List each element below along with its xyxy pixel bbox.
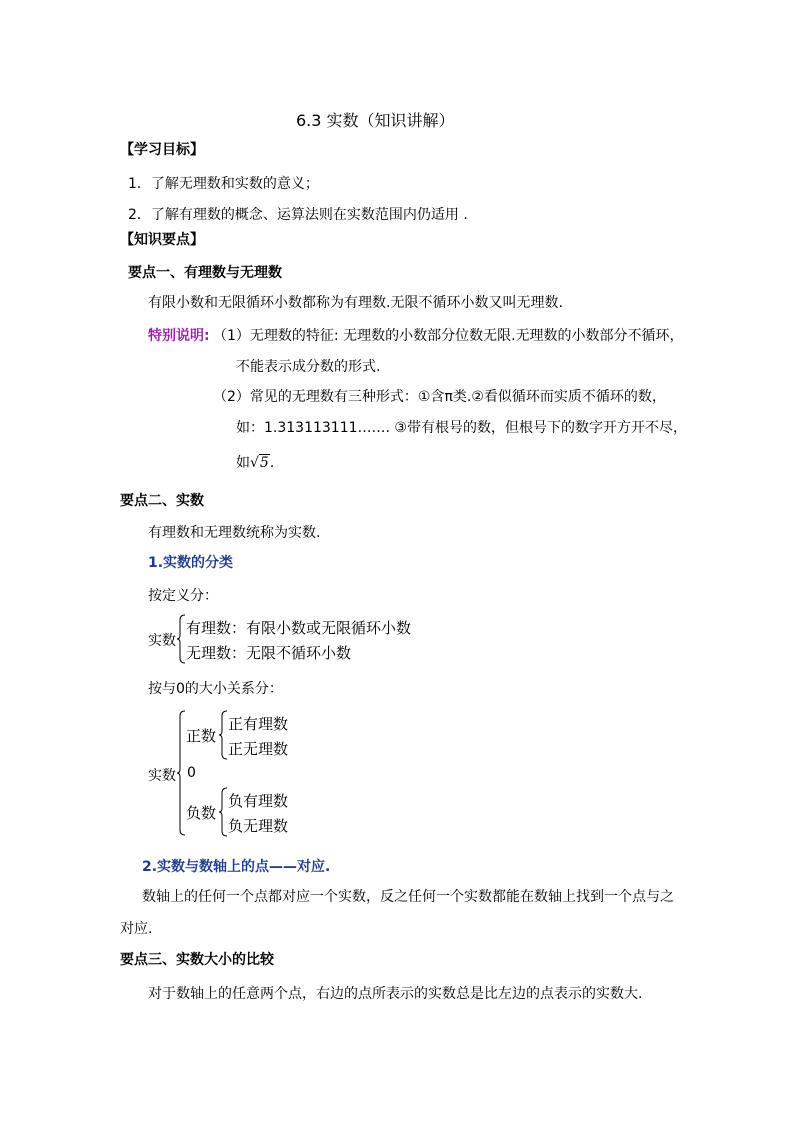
point2-heading: 要点二、实数 [120, 493, 204, 509]
sqrt-expression [250, 454, 270, 471]
point3-text: 对于数轴上的任意两个点，右边的点所表示的实数总是比左边的点表示的实数大. [148, 986, 643, 1002]
by-zero-label: 按与0的大小关系分： [148, 681, 283, 697]
goal-item: 1．了解无理数和实数的意义； [128, 176, 319, 192]
note2-line1: （2）常见的无理数有三种形式：①含π类.②看似循环而实质不循环的数， [213, 389, 666, 405]
negative-item: 负无理数 [228, 817, 289, 835]
note1-line2: 不能表示成分数的形式. [236, 359, 381, 375]
negative-label: 负数 [186, 804, 217, 822]
zero-label: 0 [187, 765, 196, 781]
sub2-heading: 2.实数与数轴上的点——对应. [142, 859, 331, 875]
positive-item: 正有理数 [228, 715, 289, 733]
point1-heading: 要点一、有理数与无理数 [128, 265, 282, 281]
brace-icon [176, 710, 186, 836]
brace-icon [218, 787, 228, 837]
sqrt-radicand: 5 [259, 455, 269, 471]
note-label: 特别说明: [148, 328, 210, 344]
class1-item: 无理数：无限不循环小数 [186, 644, 352, 662]
negative-item: 负有理数 [228, 792, 289, 810]
class2-root: 实数 [148, 768, 176, 784]
radical-icon: √ [250, 455, 259, 471]
point3-heading: 要点三、实数大小的比较 [120, 952, 274, 968]
note2-line2: 如：1.313113111……. ③带有根号的数，但根号下的数字开方开不尽， [236, 420, 687, 436]
note2-line3 [236, 452, 274, 472]
class1-root: 实数 [148, 633, 176, 649]
by-def-label: 按定义分： [148, 588, 218, 604]
note2-line3-prefix: 如 [236, 455, 250, 471]
sub2-text-line1: 数轴上的任何一个点都对应一个实数，反之任何一个实数都能在数轴上找到一个点与之 [142, 889, 674, 905]
goals-header: 【学习目标】 [120, 142, 204, 158]
brace-icon [176, 614, 186, 664]
point1-definition: 有限小数和无限循环小数都称为有理数.无限不循环小数又叫无理数. [148, 295, 563, 311]
note2-line3-suffix: . [269, 455, 275, 471]
class1-item: 有理数：有限小数或无限循环小数 [186, 619, 412, 637]
note1-line1: （1）无理数的特征: 无理数的小数部分位数无限.无理数的小数部分不循环， [213, 328, 684, 344]
page-title: 6.3 实数（知识讲解） [296, 111, 455, 130]
sub2-text-line2: 对应. [120, 921, 153, 937]
positive-item: 正无理数 [228, 740, 289, 758]
sub1-heading: 1.实数的分类 [148, 555, 234, 571]
goal-item: 2．了解有理数的概念、运算法则在实数范围内仍适用 . [128, 207, 468, 223]
positive-label: 正数 [186, 727, 217, 745]
point2-definition: 有理数和无理数统称为实数. [148, 525, 321, 541]
brace-icon [218, 710, 228, 760]
key-points-header: 【知识要点】 [120, 232, 204, 248]
